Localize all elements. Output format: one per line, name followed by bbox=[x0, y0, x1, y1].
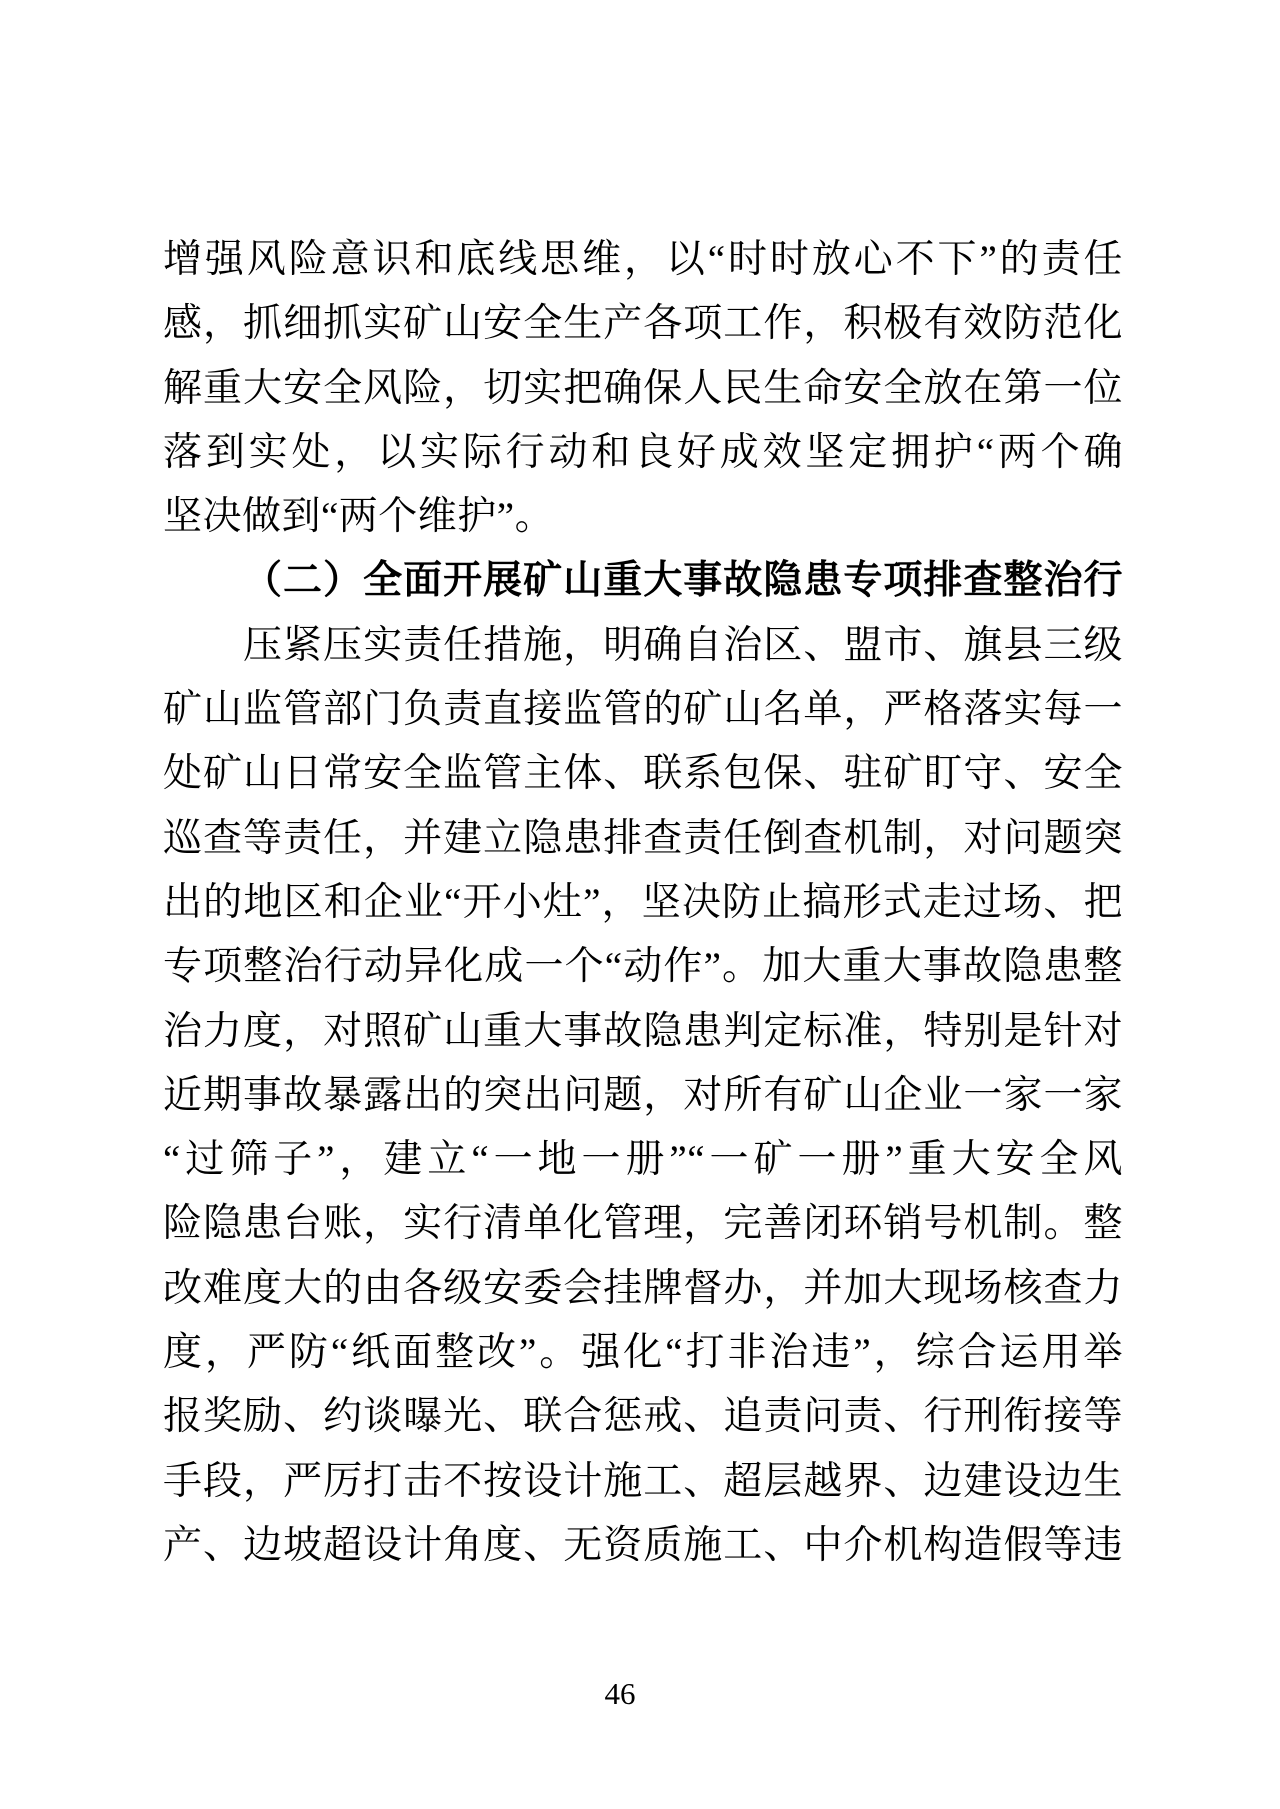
text-line: （二）全面开展矿山重大事故隐患专项排查整治行 bbox=[243, 559, 1123, 603]
text-line: 落到实处，以实际行动和良好成效坚定拥护“两个确 bbox=[163, 430, 1123, 474]
text-line: 产、边坡超设计角度、无资质施工、中介机构造假等违 bbox=[163, 1523, 1123, 1567]
text-line: 近期事故暴露出的突出问题，对所有矿山企业一家一家 bbox=[163, 1073, 1123, 1117]
text-line: 专项整治行动异化成一个“动作”。加大重大事故隐患整 bbox=[163, 945, 1123, 989]
text-line: 矿山监管部门负责直接监管的矿山名单，严格落实每一 bbox=[163, 688, 1123, 732]
text-line: 报奖励、约谈曝光、联合惩戒、追责问责、行刑衔接等 bbox=[163, 1395, 1123, 1439]
text-line: 度，严防“纸面整改”。强化“打非治违”，综合运用举 bbox=[163, 1331, 1123, 1375]
page-number: 46 bbox=[604, 1676, 636, 1711]
paragraph bbox=[163, 228, 1123, 549]
text-line: 压紧压实责任措施，明确自治区、盟市、旗县三级 bbox=[243, 623, 1123, 667]
text-line: 解重大安全风险，切实把确保人民生命安全放在第一位 bbox=[163, 366, 1123, 410]
text-line: 出的地区和企业“开小灶”，坚决防止搞形式走过场、把 bbox=[163, 880, 1123, 924]
text-line: 感，抓细抓实矿山安全生产各项工作，积极有效防范化 bbox=[163, 302, 1123, 346]
text-line: 改难度大的由各级安委会挂牌督办，并加大现场核查力 bbox=[163, 1266, 1123, 1310]
text-line: 处矿山日常安全监管主体、联系包保、驻矿盯守、安全 bbox=[163, 752, 1123, 796]
section-heading bbox=[163, 549, 1123, 613]
text-line: 手段，严厉打击不按设计施工、超层越界、边建设边生 bbox=[163, 1459, 1123, 1503]
paragraph bbox=[163, 614, 1123, 1578]
text-line: 巡查等责任，并建立隐患排查责任倒查机制，对问题突 bbox=[163, 816, 1123, 860]
text-line: 治力度，对照矿山重大事故隐患判定标准，特别是针对 bbox=[163, 1009, 1123, 1053]
text-line: 险隐患台账，实行清单化管理，完善闭环销号机制。整 bbox=[163, 1202, 1123, 1246]
text-line: 增强风险意识和底线思维，以“时时放心不下”的责任 bbox=[163, 238, 1123, 281]
text-line: 坚决做到“两个维护”。 bbox=[163, 495, 555, 539]
document-body bbox=[163, 228, 1123, 1578]
text-line: “过筛子”，建立“一地一册”“一矿一册”重大安全风 bbox=[163, 1138, 1123, 1182]
